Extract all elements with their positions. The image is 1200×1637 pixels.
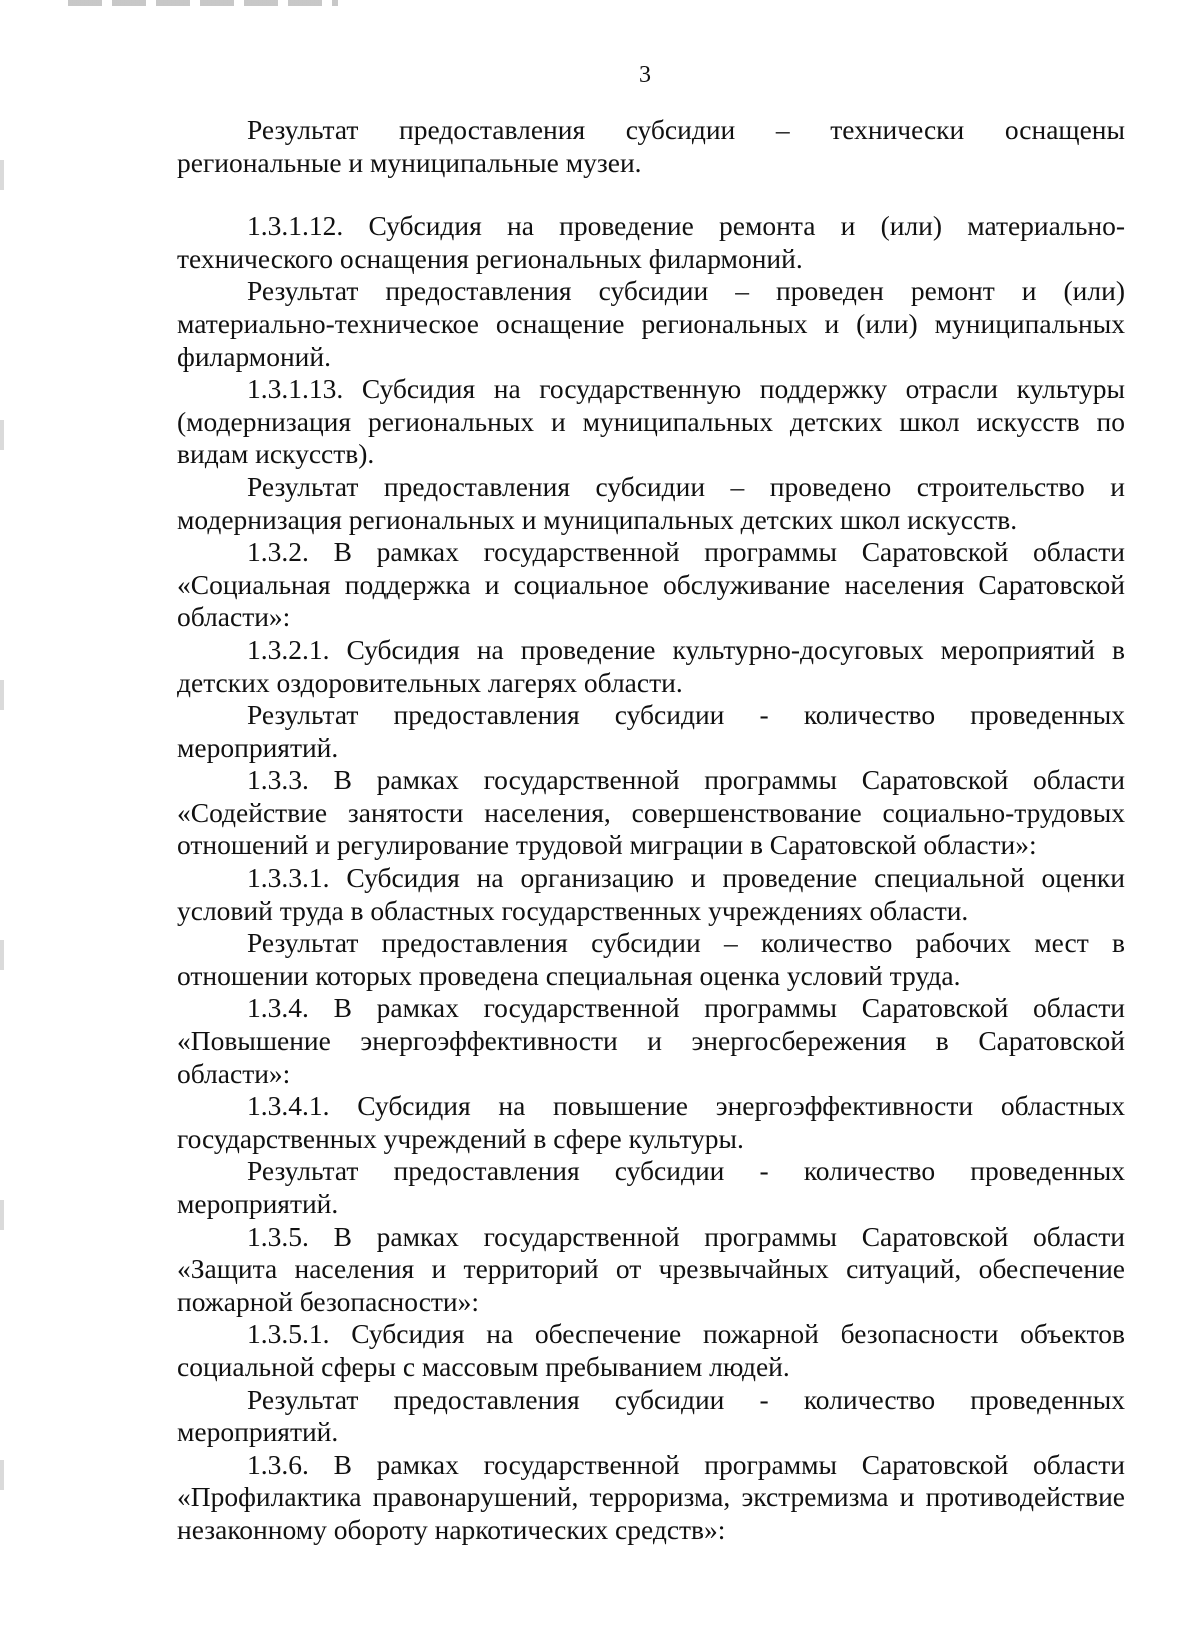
paragraph: 1.3.3. В рамках государственной программы Саратовской области «Содействие занятости населения, совершенствование социально-трудовых отношений и регулирование трудовой миграции в Саратовской области»: <box>177 764 1125 861</box>
paragraph: Результат предоставления субсидии – проведен ремонт и (или) материально-техническое оснащение региональных и (или) муниципальных филармоний. <box>177 275 1125 372</box>
paragraph: Результат предоставления субсидии – технически оснащены региональные и муниципальные музеи. <box>177 114 1125 178</box>
scan-artifact-edge <box>0 0 4 1637</box>
document-body <box>177 114 1125 1547</box>
paragraph: 1.3.5.1. Субсидия на обеспечение пожарной безопасности объектов социальной сферы с массовым пребыванием людей. <box>177 1318 1125 1382</box>
page-number: 3 <box>639 62 651 88</box>
scan-artifact-top <box>68 0 338 6</box>
paragraph: 1.3.3.1. Субсидия на организацию и проведение специальной оценки условий труда в областных государственных учреждениях области. <box>177 862 1125 926</box>
paragraph: Результат предоставления субсидии - количество проведенных мероприятий. <box>177 1383 1125 1448</box>
paragraph: 1.3.4. В рамках государственной программы Саратовской области «Повышение энергоэффективности и энергосбережения в Саратовской области»: <box>177 992 1125 1089</box>
paragraph: 1.3.6. В рамках государственной программы Саратовской области «Профилактика правонарушений, терроризма, экстремизма и противодействие незаконному обороту наркотических средств»: <box>177 1448 1125 1545</box>
paragraph: 1.3.4.1. Субсидия на повышение энергоэффективности областных государственных учреждений в сфере культуры. <box>177 1090 1125 1154</box>
paragraph: 1.3.2. В рамках государственной программы Саратовской области «Социальная поддержка и социальное обслуживание населения Саратовской области»: <box>177 536 1125 633</box>
paragraph: 1.3.1.12. Субсидия на проведение ремонта и (или) материально-технического оснащения региональных филармоний. <box>177 210 1125 274</box>
paragraph: Результат предоставления субсидии – проведено строительство и модернизация региональных и муниципальных детских школ искусств. <box>177 470 1125 535</box>
paragraph: Результат предоставления субсидии – количество рабочих мест в отношении которых проведена специальная оценка условий труда. <box>177 927 1125 991</box>
paragraph: 1.3.5. В рамках государственной программы Саратовской области «Защита населения и территорий от чрезвычайных ситуаций, обеспечение пожарной безопасности»: <box>177 1220 1125 1317</box>
paragraph: 1.3.2.1. Субсидия на проведение культурно-досуговых мероприятий в детских оздоровительных лагерях области. <box>177 633 1125 698</box>
paragraph: Результат предоставления субсидии - количество проведенных мероприятий. <box>177 1155 1125 1219</box>
paragraph: 1.3.1.13. Субсидия на государственную поддержку отрасли культуры (модернизация региональных и муниципальных детских школ искусств по видам искусств). <box>177 373 1125 470</box>
paragraph: Результат предоставления субсидии - количество проведенных мероприятий. <box>177 699 1125 763</box>
